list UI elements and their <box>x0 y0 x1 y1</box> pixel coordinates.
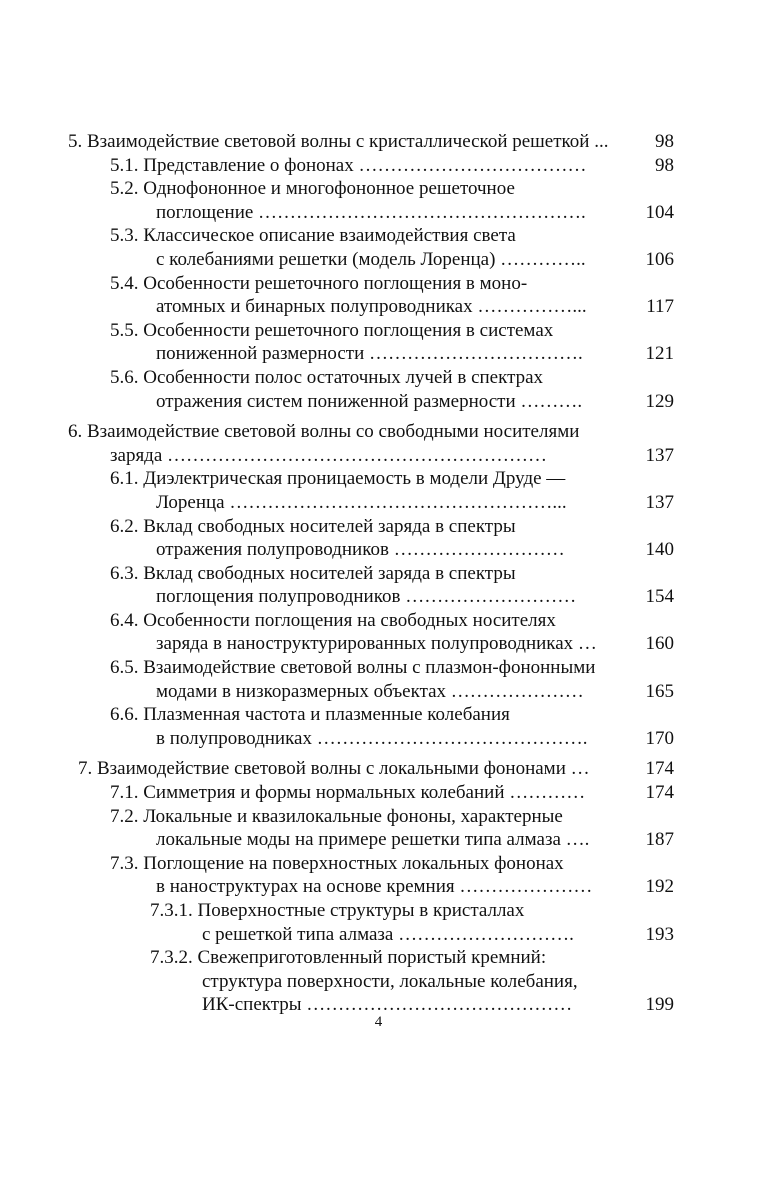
toc-entry-chapter-5[interactable] <box>68 130 674 154</box>
toc-entry-title: 7.3.1. Поверхностные структуры в кристаллах <box>150 900 525 921</box>
toc-entry-section-5-4[interactable] <box>68 272 674 319</box>
toc-entry-title: 6.2. Вклад свободных носителей заряда в спектры <box>110 515 516 537</box>
toc-entry-title: 6.6. Плазменная частота и плазменные колебания <box>110 704 510 726</box>
toc-entry-title-text: с колебаниями решетки (модель Лоренца) ………….. <box>156 248 586 270</box>
toc-entry-title: 5.1. Представление о фононах ……………………………… <box>110 154 587 176</box>
toc-entry-section-5-6[interactable] <box>68 366 674 413</box>
toc-page-number: 165 <box>645 680 674 702</box>
toc-entry-section-5-1[interactable] <box>68 154 674 178</box>
toc-page-number: 199 <box>645 994 674 1016</box>
toc-entry-title-text: атомных и бинарных полупроводниках ……………... <box>156 296 587 318</box>
toc-entry-section-5-2[interactable] <box>68 177 674 224</box>
toc-entry-title-cont <box>68 390 674 414</box>
toc-entry-section-7-1[interactable] <box>68 781 674 805</box>
toc-entry-title-text: поглощение ……………………………………………. <box>156 201 586 223</box>
toc-entry-title: 7.3. Поглощение на поверхностных локальных фононах <box>110 852 564 874</box>
toc-page-number: 192 <box>645 876 674 898</box>
toc-entry-title-text: модами в низкоразмерных объектах ………………… <box>156 680 584 702</box>
toc-page-number: 170 <box>645 727 674 749</box>
toc-entry-title-cont <box>68 248 674 272</box>
toc-entry-title: 6.3. Вклад свободных носителей заряда в спектры <box>110 562 516 584</box>
toc-entry-title-cont <box>68 632 674 656</box>
toc-entry-title-text: заряда …………………………………………………… <box>110 444 548 466</box>
toc-entry-title: 5. Взаимодействие световой волны с кристаллической решеткой ... <box>68 131 609 152</box>
toc-entry-section-6-3[interactable] <box>68 562 674 609</box>
toc-entry-title-cont <box>68 585 674 609</box>
toc-entry-title-cont <box>68 538 674 562</box>
toc-entry-title-text: поглощения полупроводников ……………………… <box>156 586 577 608</box>
toc-page-number: 106 <box>645 248 674 270</box>
toc-entry-title: 7.1. Симметрия и формы нормальных колебаний ………… <box>110 782 586 804</box>
toc-page-number: 137 <box>645 491 674 513</box>
toc-entry-title-cont <box>68 444 674 468</box>
toc-entry-section-6-6[interactable] <box>68 703 674 750</box>
toc-entry-section-6-2[interactable] <box>68 515 674 562</box>
toc-entry-title-text: отражения систем пониженной размерности ………. <box>156 390 583 412</box>
toc-entry-title: 6.1. Диэлектрическая проницаемость в модели Друде — <box>110 468 566 490</box>
toc-entry-title-text: пониженной размерности ……………………………. <box>156 343 583 365</box>
toc-entry-title: 5.4. Особенности решеточного поглощения в моно- <box>110 272 528 294</box>
toc-entry-section-7-2[interactable] <box>68 805 674 852</box>
toc-entry-chapter-7[interactable] <box>68 757 674 781</box>
toc-entry-title-cont <box>68 680 674 704</box>
toc-entry-title: 7. Взаимодействие световой волны с локальными фононами … <box>78 758 590 780</box>
toc-entry-section-7-3[interactable] <box>68 852 674 899</box>
toc-entry-title: 6. Взаимодействие световой волны со свободными носителями <box>68 421 580 443</box>
toc-entry-title-text: с решеткой типа алмаза ………………………. <box>202 923 574 945</box>
toc-entry-section-5-3[interactable] <box>68 224 674 271</box>
toc-entry-title: 7.2. Локальные и квазилокальные фононы, характерные <box>110 805 563 827</box>
toc-page-number: 174 <box>645 758 674 780</box>
toc-entry-subsection-7-3-1[interactable] <box>68 899 674 946</box>
toc-page-number: 140 <box>645 539 674 561</box>
toc-page-number: 98 <box>655 131 674 152</box>
toc-entry-title: 5.5. Особенности решеточного поглощения в системах <box>110 319 554 341</box>
toc-entry-title-cont <box>68 727 674 751</box>
toc-entry-title: 5.2. Однофононное и многофононное решеточное <box>110 178 515 200</box>
toc-page-number: 98 <box>655 154 674 176</box>
toc-page-number: 129 <box>645 390 674 412</box>
toc-entry-section-5-5[interactable] <box>68 319 674 366</box>
toc-entry-section-6-1[interactable] <box>68 467 674 514</box>
toc-entry-section-6-4[interactable] <box>68 609 674 656</box>
toc-entry-title-cont <box>68 828 674 852</box>
toc-entry-title-text: Лоренца ……………………………………………... <box>156 491 567 513</box>
toc-entry-title: 7.3.2. Свежеприготовленный пористый кремний: <box>150 947 547 969</box>
toc-entry-title-cont <box>68 875 674 899</box>
table-of-contents <box>68 130 674 1017</box>
toc-entry-chapter-6[interactable] <box>68 420 674 467</box>
toc-entry-title-cont <box>68 201 674 225</box>
toc-page-number: 117 <box>646 296 674 318</box>
toc-entry-title-cont <box>68 491 674 515</box>
toc-page-number: 137 <box>645 444 674 466</box>
page-number: 4 <box>374 1014 383 1030</box>
toc-entry-title: 5.3. Классическое описание взаимодействия света <box>110 225 516 247</box>
toc-entry-title-text: локальные моды на примере решетки типа алмаза …. <box>156 829 590 851</box>
toc-page-number: 187 <box>645 829 674 851</box>
toc-entry-subsection-7-3-2[interactable] <box>68 946 674 1017</box>
toc-entry-title-cont <box>68 923 674 947</box>
toc-entry-title: 5.6. Особенности полос остаточных лучей в спектрах <box>110 366 544 388</box>
toc-entry-title: 6.5. Взаимодействие световой волны с плазмон-фононными <box>110 657 596 679</box>
toc-entry-title-text: ИК-спектры …………………………………… <box>202 994 573 1016</box>
toc-entry-section-6-5[interactable] <box>68 656 674 703</box>
toc-entry-title-text: отражения полупроводников ……………………… <box>156 539 565 561</box>
toc-page-number: 121 <box>645 343 674 365</box>
toc-page-number: 174 <box>645 782 674 804</box>
toc-page-number: 104 <box>645 201 674 223</box>
toc-page-number: 193 <box>645 923 674 945</box>
toc-entry-title-cont <box>68 342 674 366</box>
toc-entry-title: 6.4. Особенности поглощения на свободных носителях <box>110 609 556 631</box>
toc-page-number: 154 <box>645 586 674 608</box>
toc-entry-title-cont <box>68 295 674 319</box>
toc-entry-title-text: в полупроводниках ……………………………………. <box>156 727 588 749</box>
toc-entry-title-text: в наноструктурах на основе кремния ………………… <box>156 876 593 898</box>
toc-page-number: 160 <box>645 633 674 655</box>
toc-entry-title-cont: структура поверхности, локальные колебания, <box>202 970 578 992</box>
toc-entry-title-text: заряда в наноструктурированных полупроводниках … <box>156 633 597 655</box>
